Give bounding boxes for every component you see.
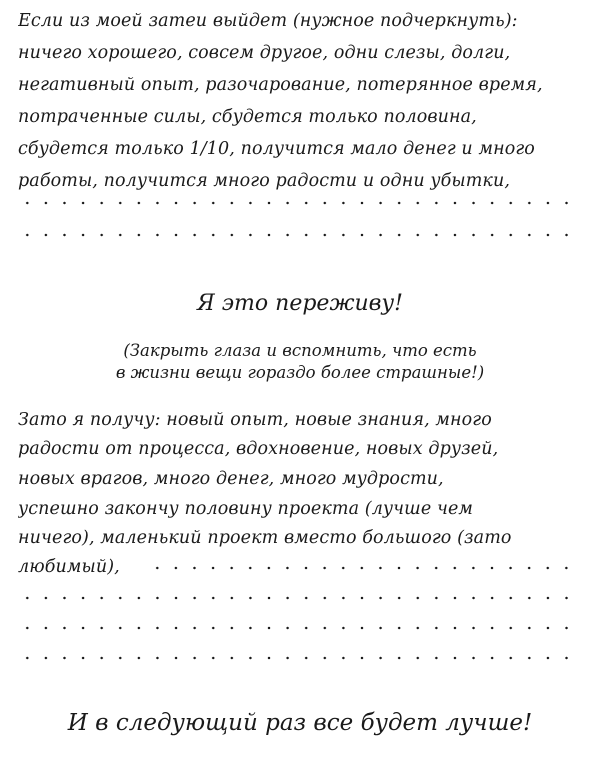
gains-line: ничего), маленький проект вместо большого (зато xyxy=(18,528,512,548)
gains-line: успешно закончу половину проекта (лучше чем xyxy=(18,499,474,519)
gains-line: любимый), xyxy=(18,557,120,577)
gains-line: радости от процесса, вдохновение, новых друзей, xyxy=(18,439,499,459)
outcomes-line: сбудется только 1/10, получится мало денег и много xyxy=(18,139,535,159)
dotted-fill-line[interactable] xyxy=(18,626,578,630)
outcomes-line: работы, получится много радости и одни убытки, xyxy=(18,171,511,191)
dotted-fill-line[interactable] xyxy=(148,566,578,570)
dotted-fill-line[interactable] xyxy=(18,656,578,660)
outcomes-line: негативный опыт, разочарование, потерянное время, xyxy=(18,75,543,95)
gains-line: Зато я получу: новый опыт, новые знания, много xyxy=(18,410,492,430)
closing-statement: И в следующий раз все будет лучше! xyxy=(67,710,533,736)
reminder-note-line: (Закрыть глаза и вспомнить, что есть xyxy=(123,341,477,360)
affirmation-heading: Я это переживу! xyxy=(196,291,404,316)
dotted-fill-line[interactable] xyxy=(18,233,578,237)
outcomes-line: Если из моей затеи выйдет (нужное подчеркнуть): xyxy=(18,11,518,31)
gains-line: новых врагов, много денег, много мудрости, xyxy=(18,469,444,489)
dotted-fill-line[interactable] xyxy=(18,596,578,600)
dotted-fill-line[interactable] xyxy=(18,201,578,205)
outcomes-line: потраченные силы, сбудется только половина, xyxy=(18,107,477,127)
reminder-note-line: в жизни вещи гораздо более страшные!) xyxy=(115,363,485,382)
outcomes-line: ничего хорошего, совсем другое, одни слезы, долги, xyxy=(18,43,511,63)
